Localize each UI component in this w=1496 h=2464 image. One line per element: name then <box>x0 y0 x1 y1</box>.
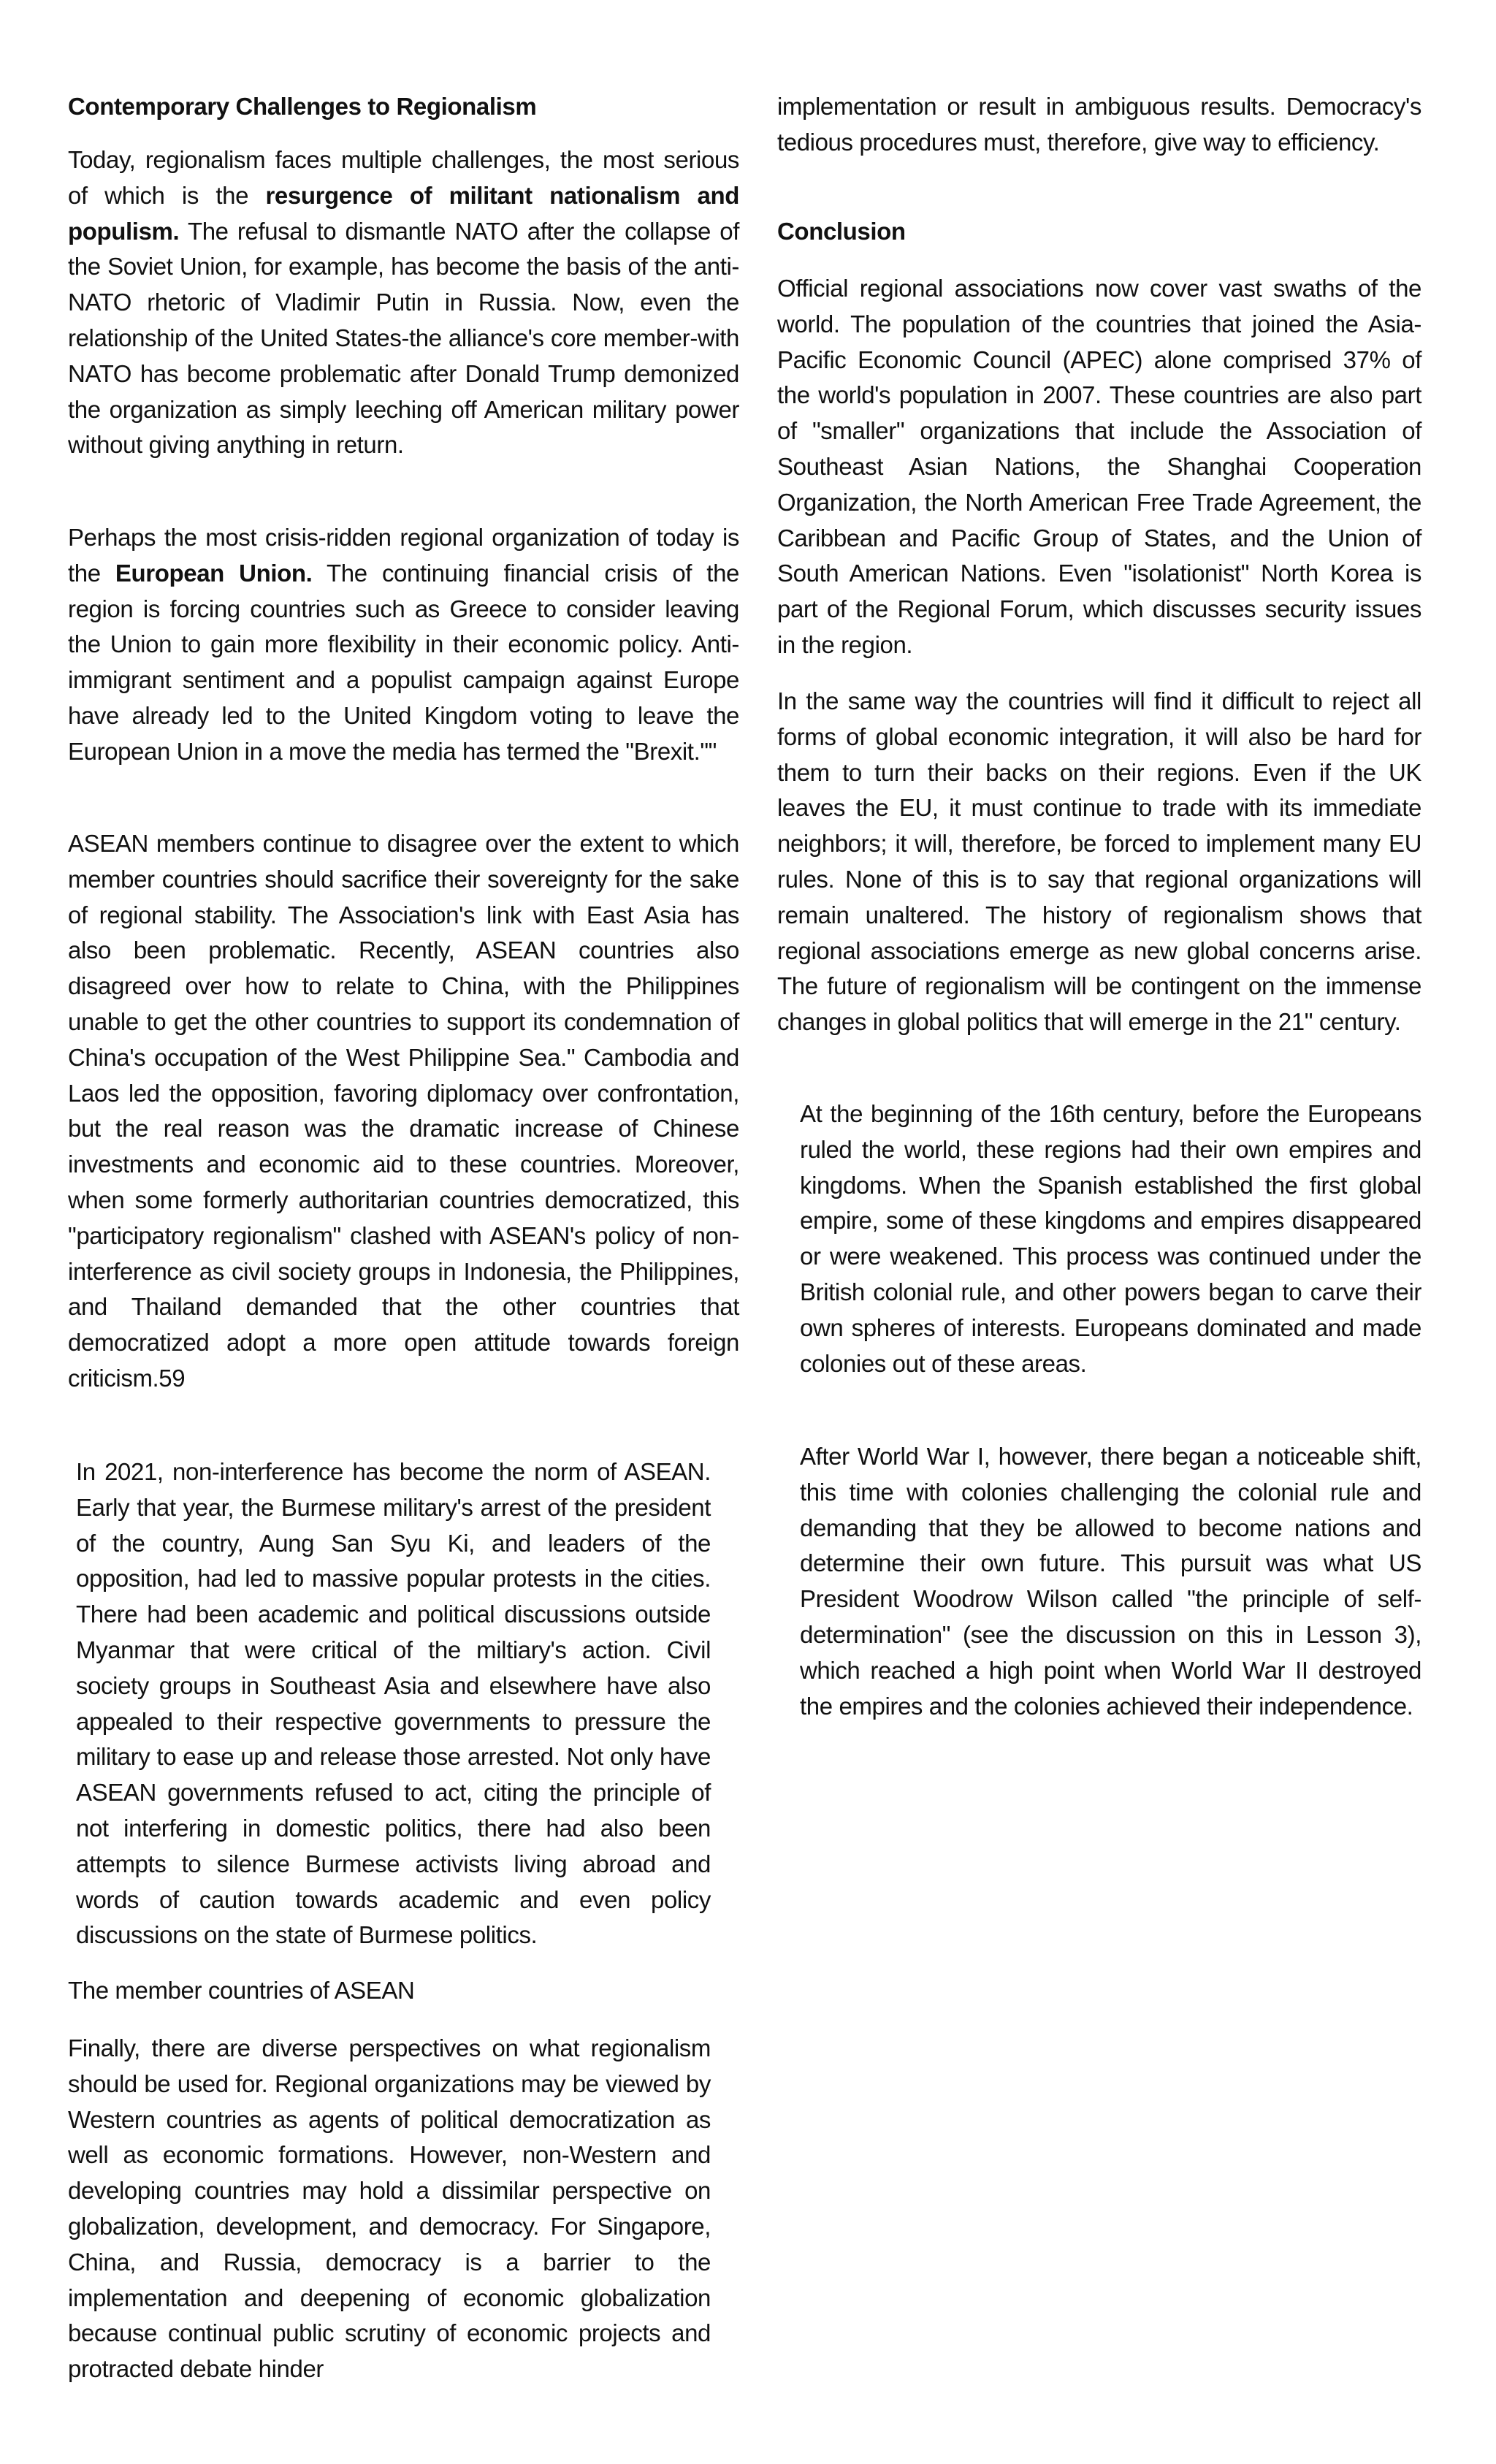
bold-text: European Union. <box>115 559 313 587</box>
paragraph-2021: In 2021, non-interference has become the norm of ASEAN. Early that year, the Burmese military's arrest of the president of the country, Aung San Syu Ki, and leaders of the opposition, had led to massive popular protests in the cities. There had been academic and political discussions outside Myanmar that were critical of the miltiary's action. Civil society groups in Southeast Asia and elsewhere have also appealed to their respective governments to pressure the military to ease up and release those arrested. Not only have ASEAN governments refused to act, citing the principle of not interfering in domestic politics, there had also been attempts to silence Burmese activists living abroad and words of caution towards academic and even policy discussions on the state of Burmese politics. <box>76 1458 711 1949</box>
paragraph-continued: implementation or result in ambiguous results. Democracy's tedious procedures must, therefore, give way to efficiency. <box>777 93 1421 156</box>
text: The continuing financial crisis of the region is forcing countries such as Greece to consider leaving the Union to gain more flexibility in their economic policy. Anti- immigrant sentiment and a populist campaign against Europe have already led to the United Kingdom voting to leave the European Union in a move the media has termed the "Brexit."" <box>68 559 739 765</box>
image-caption: The member countries of ASEAN <box>68 1977 415 2004</box>
paragraph-asean: ASEAN members continue to disagree over the extent to which member countries should sacrifice their sovereignty for the sake of regional stability. The Association's link with East Asia has also been problematic. Recently, ASEAN countries also disagreed over how to relate to China, with the Philippines unable to get the other countries to support its condemnation of China's occupation of the West Philippine Sea." Cambodia and Laos led the opposition, favoring diplomacy over confrontation, but the real reason was the dramatic increase of Chinese investments and economic aid to these countries. Moreover, when some formerly authoritarian countries democratized, this "participatory regionalism" clashed with ASEAN's policy of non-interference as civil society groups in Indonesia, the Philippines, and Thailand demanded that the other countries that democratized adopt a more open attitude towards foreign criticism.59 <box>68 830 739 1392</box>
paragraph-challenges <box>68 142 739 463</box>
section-heading: Contemporary Challenges to Regionalism <box>68 93 537 120</box>
paragraph-16th-century: At the beginning of the 16th century, before the Europeans ruled the world, these regions had their own empires and kingdoms. When the Spanish established the first global empire, some of these kingdoms and empires disappeared or were weakened. This process was continued under the British colonial rule, and other powers began to carve their own spheres of interests. Europeans dominated and made colonies out of these areas. <box>800 1100 1421 1377</box>
conclusion-heading: Conclusion <box>777 218 906 245</box>
paragraph-same-way: In the same way the countries will find it difficult to reject all forms of global economic integration, it will also be hard for them to turn their backs on their regions. Even if the UK leaves the EU, it must continue to trade with its immediate neighbors; it will, therefore, be forced to implement many EU rules. None of this is to say that regional organizations will remain unaltered. The history of regionalism shows that regional associations emerge as new global concerns arise. The future of regionalism will be contingent on the immense changes in global politics that will emerge in the 21" century. <box>777 687 1421 1036</box>
paragraph-perspectives: Finally, there are diverse perspectives on what regionalism should be used for. Regional organizations may be viewed by Western countries as agents of political democratization as well as economic formations. However, non-Western and developing countries may hold a dissimilar perspective on globalization, development, and democracy. For Singapore, China, and Russia, democracy is a barrier to the implementation and deepening of economic globalization because continual public scrutiny of economic projects and protracted debate hinder <box>68 2034 711 2383</box>
text: Perhaps the most crisis-ridden regional organization of today is the <box>68 524 739 587</box>
paragraph-ww1: After World War I, however, there began a noticeable shift, this time with colonies challenging the colonial rule and demanding that they be allowed to become nations and determine their own future. This pursuit was what US President Woodrow Wilson called "the principle of self-determination" (see the discussion on this in Lesson 3), which reached a high point when World War II destroyed the empires and the colonies achieved their independence. <box>800 1443 1421 1720</box>
text: The refusal to dismantle NATO after the collapse of the Soviet Union, for example, has become the basis of the anti-NATO rhetoric of Vladimir Putin in Russia. Now, even the relationship of the United States-the alliance's core member-with NATO has become problematic after Donald Trump demonized the organization as simply leeching off American military power without giving anything in return. <box>68 217 739 459</box>
text: Today, regionalism faces multiple challenges, the most serious of which is the <box>68 146 739 209</box>
paragraph-eu <box>68 520 739 770</box>
paragraph-official-associations: Official regional associations now cover vast swaths of the world. The population of the countries that joined the Asia-Pacific Economic Council (APEC) alone comprised 37% of the world's population in 2007. These countries are also part of "smaller" organizations that include the Association of Southeast Asian Nations, the Shanghai Cooperation Organization, the North American Free Trade Agreement, the Caribbean and Pacific Group of States, and the Union of South American Nations. Even "isolationist" North Korea is part of the Regional Forum, which discusses security issues in the region. <box>777 275 1421 658</box>
bold-text: resurgence of militant nationalism and populism. <box>68 181 740 245</box>
